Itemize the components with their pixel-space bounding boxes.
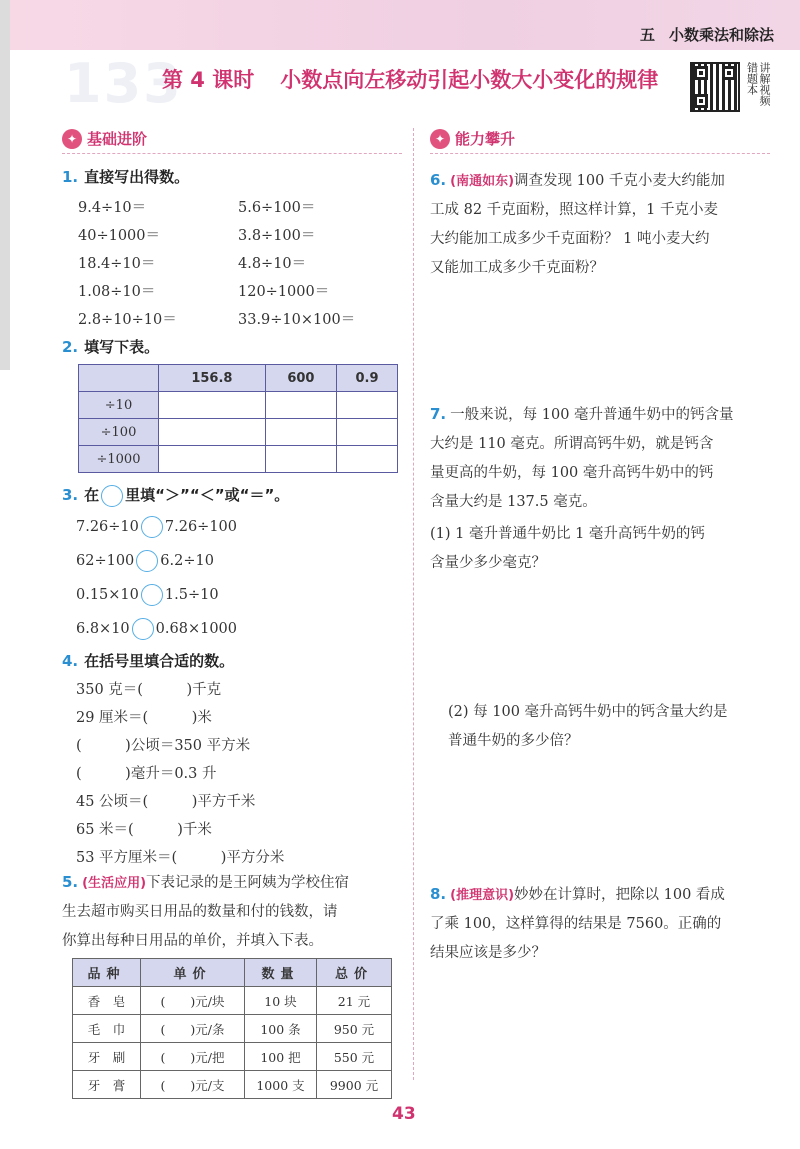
- question-8: 8. (推理意识)妙妙在计算时，把除以 100 看成 了乘 100，这样算得的结果是 7560。正确的 结果应该是多少？: [430, 885, 725, 961]
- section-advanced: ✦ 能力攀升: [430, 128, 515, 149]
- answer-cell[interactable]: [159, 446, 266, 473]
- row-label: ÷100: [79, 419, 159, 446]
- fill-item[interactable]: 65 米＝( )千米: [76, 822, 212, 838]
- calc-item: 1.08÷10＝: [78, 284, 156, 300]
- answer-circle[interactable]: [141, 584, 163, 606]
- table-header: 单价: [141, 959, 245, 987]
- chapter-number: 五: [639, 26, 655, 44]
- question-7: 7. 一般来说，每 100 毫升普通牛奶中的钙含量 大约是 110 毫克。所谓高钙牛奶，就是钙含 量更高的牛奶，每 100 毫升高钙牛奶中的钙 含量大约是 137.5 毫克。 (1) 1 毫升普通牛奶比 1 毫升高钙牛奶的钙 含量少多少毫克？: [430, 405, 734, 571]
- chapter-heading: [626, 24, 774, 45]
- answer-cell[interactable]: [337, 392, 398, 419]
- compare-item: 0.15×10 1.5÷10: [76, 584, 219, 606]
- compare-item: 7.26÷10 7.26÷100: [76, 516, 237, 538]
- fill-item[interactable]: ( )公顷＝350 平方米: [76, 738, 251, 754]
- calc-item: 5.6÷100＝: [238, 200, 316, 216]
- answer-circle: [101, 485, 123, 507]
- page-number: 43: [392, 1104, 416, 1124]
- table-header: 600: [265, 365, 336, 392]
- table-row: 牙 膏 ( )元/支 1000 支 9900 元: [73, 1071, 392, 1099]
- table-header: 156.8: [159, 365, 266, 392]
- lesson-topic: 小数点向左移动引起小数大小变化的规律: [280, 68, 659, 92]
- qr-caption: 讲解视频错题本: [745, 62, 771, 106]
- calc-item: 40÷1000＝: [78, 228, 161, 244]
- fill-item[interactable]: 45 公顷＝( )平方千米: [76, 794, 256, 810]
- answer-cell[interactable]: [265, 392, 336, 419]
- calc-item: 4.8÷10＝: [238, 256, 307, 272]
- answer-circle[interactable]: [136, 550, 158, 572]
- watermark: 133: [64, 52, 183, 115]
- chapter-title: 小数乘法和除法: [668, 26, 774, 44]
- calc-item: 120÷1000＝: [238, 284, 330, 300]
- column-divider: [413, 128, 414, 1080]
- question-7-part-2: (2) 每 100 毫升高钙牛奶中的钙含量大约是 普通牛奶的多少倍？: [448, 704, 728, 749]
- answer-cell[interactable]: [337, 446, 398, 473]
- answer-circle[interactable]: [132, 618, 154, 640]
- runner-icon: ✦: [62, 129, 82, 149]
- table-header: 0.9: [337, 365, 398, 392]
- answer-cell[interactable]: [159, 419, 266, 446]
- calc-item: 9.4÷10＝: [78, 200, 147, 216]
- table-row: 香 皂 ( )元/块 10 块 21 元: [73, 987, 392, 1015]
- fill-item[interactable]: 350 克＝( )千克: [76, 682, 222, 698]
- calc-item: 33.9÷10×100＝: [238, 312, 356, 328]
- calc-item: 18.4÷10＝: [78, 256, 156, 272]
- question-2-title: 2. 填写下表。: [62, 338, 160, 356]
- table-header: 总价: [317, 959, 392, 987]
- section-underline: [430, 153, 770, 154]
- answer-cell[interactable]: [337, 419, 398, 446]
- fill-item[interactable]: 29 厘米＝( )米: [76, 710, 212, 726]
- table-row: 毛 巾 ( )元/条 100 条 950 元: [73, 1015, 392, 1043]
- lesson-label: 第 4 课时: [162, 68, 255, 92]
- fill-item[interactable]: ( )毫升＝0.3 升: [76, 766, 217, 782]
- answer-cell[interactable]: [265, 419, 336, 446]
- compare-item: 6.8×10 0.68×1000: [76, 618, 237, 640]
- qr-code-icon[interactable]: [690, 62, 740, 112]
- page-edge-shadow: [0, 0, 10, 370]
- answer-cell[interactable]: [159, 392, 266, 419]
- row-label: ÷1000: [79, 446, 159, 473]
- section-basic: ✦ 基础进阶: [62, 128, 147, 149]
- calc-item: 2.8÷10÷10＝: [78, 312, 177, 328]
- price-table: [72, 958, 392, 1099]
- section-underline: [62, 153, 402, 154]
- answer-cell[interactable]: [265, 446, 336, 473]
- table-header: 品种: [73, 959, 141, 987]
- answer-circle[interactable]: [141, 516, 163, 538]
- question-5: 5. (生活应用)下表记录的是王阿姨为学校住宿 生去超市购买日用品的数量和付的钱数，请 你算出每种日用品的单价，并填入下表。: [62, 873, 350, 949]
- climb-icon: ✦: [430, 129, 450, 149]
- question-3-title: 3. 在 里填“＞”“＜”或“＝”。: [62, 484, 289, 507]
- question-1-title: 1. 直接写出得数。: [62, 168, 190, 186]
- calc-item: 3.8÷100＝: [238, 228, 316, 244]
- fill-table: [78, 364, 398, 473]
- row-label: ÷10: [79, 392, 159, 419]
- question-4-title: 4. 在括号里填合适的数。: [62, 652, 235, 670]
- question-6: 6. (南通如东)调查发现 100 千克小麦大约能加 工成 82 千克面粉，照这样计算，1 千克小麦 大约能加工成多少千克面粉？ 1 吨小麦大约 又能加工成多少千克面粉？: [430, 171, 725, 276]
- table-header: 数量: [245, 959, 317, 987]
- table-row: 牙 刷 ( )元/把 100 把 550 元: [73, 1043, 392, 1071]
- lesson-title: [162, 64, 658, 94]
- compare-item: 62÷100 6.2÷10: [76, 550, 214, 572]
- fill-item[interactable]: 53 平方厘米＝( )平方分米: [76, 850, 285, 866]
